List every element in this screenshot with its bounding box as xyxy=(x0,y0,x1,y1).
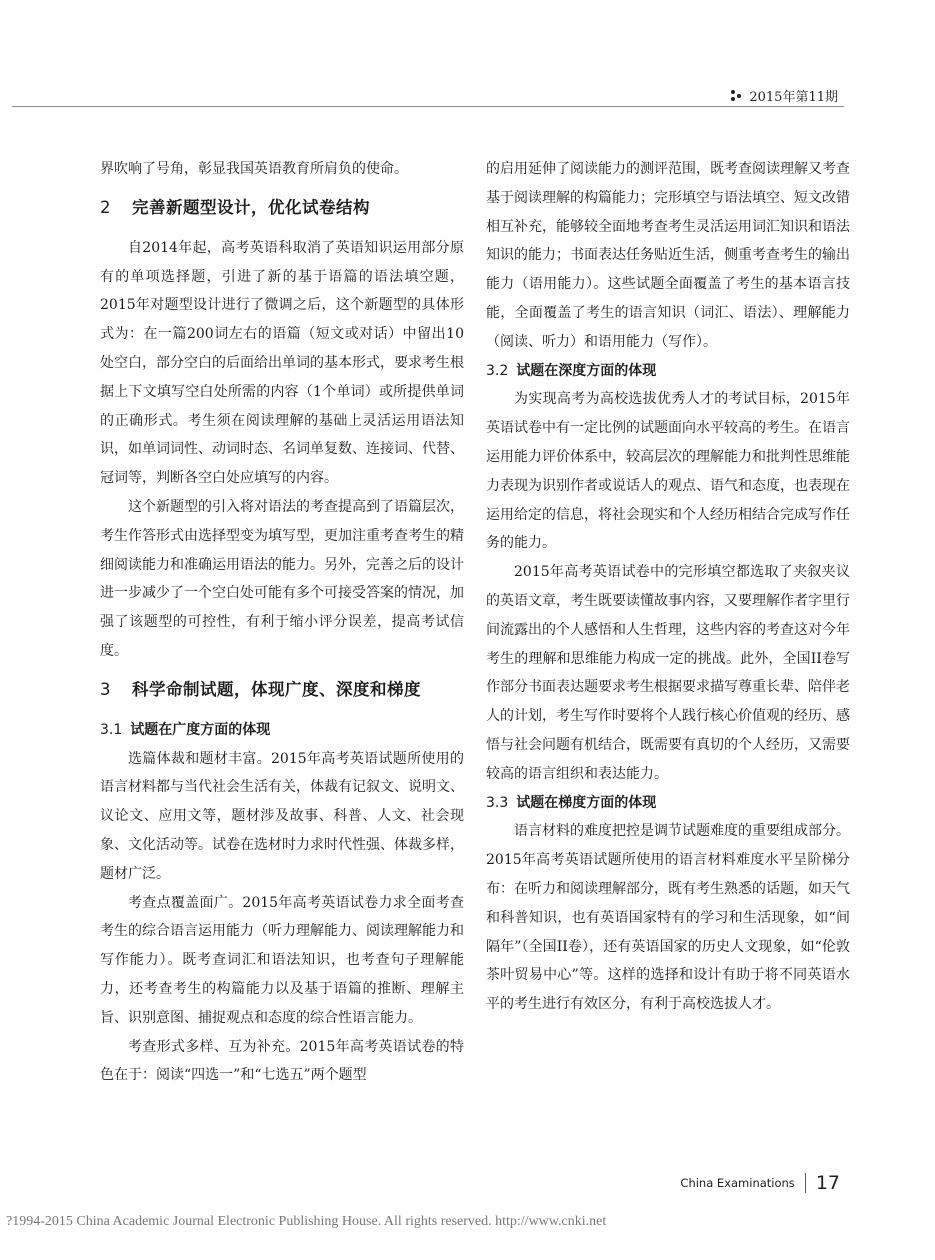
issue-text: 2015年第11期 xyxy=(749,90,838,105)
heading-number: 3 xyxy=(100,679,111,699)
heading-text: 试题在广度方面的体现 xyxy=(130,721,271,738)
page-number: 17 xyxy=(815,1172,840,1194)
section-heading xyxy=(100,674,464,706)
heading-number: 2 xyxy=(100,197,111,217)
journal-dots-icon xyxy=(731,90,743,102)
header-divider xyxy=(12,106,844,107)
heading-text: 科学命制试题，体现广度、深度和梯度 xyxy=(132,679,421,699)
paragraph: 界吹响了号角，彰显我国英语教育所肩负的使命。 xyxy=(100,161,408,177)
journal-name: China Examinations xyxy=(680,1176,795,1190)
subsection-heading xyxy=(486,789,850,818)
subsection-heading xyxy=(486,357,850,386)
heading-number: 3.1 xyxy=(100,721,123,738)
heading-number: 3.2 xyxy=(486,362,509,379)
heading-text: 完善新题型设计，优化试卷结构 xyxy=(132,197,370,217)
paragraph: 的启用延伸了阅读能力的测评范围，既考查阅读理解又考查基于阅读理解的构篇能力；完形填空与语法填空、短文改错相互补充，能够较全面地考查考生灵活运用词汇知识和语法知识的能力；书面表达任务贴近生活，侧重考查考生的输出能力（语用能力）。这些试题全面覆盖了考生的基本语言技能，全面覆盖了考生的语言知识（词汇、语法）、理解能力（阅读、听力）和语用能力（写作）。 xyxy=(486,161,850,350)
right-column xyxy=(486,155,850,1019)
section-heading xyxy=(100,192,464,224)
paragraph: 这个新题型的引入将对语法的考查提高到了语篇层次，考生作答形式由选择型变为填写型，更加注重考查考生的精细阅读能力和准确运用语法的能力。另外，完善之后的设计进一步减少了一个空白处可能有多个可接受答案的情况，加强了该题型的可控性，有利于缩小评分误差，提高考试信度。 xyxy=(100,498,464,659)
heading-text: 试题在深度方面的体现 xyxy=(516,362,657,379)
paragraph: 考查形式多样、互为补充。2015年高考英语试卷的特色在于：阅读“四选一”和“七选五”两个题型 xyxy=(100,1038,464,1084)
copyright-notice: ?1994-2015 China Academic Journal Electronic Publishing House. All rights reserved. http://www.cnki.net xyxy=(6,1214,607,1229)
paragraph: 选篇体裁和题材丰富。2015年高考英语试题所使用的语言材料都与当代社会生活有关，体裁有记叙文、说明文、议论文、应用文等，题材涉及故事、科普、人文、社会现象、文化活动等。试卷在选材时力求时代性强、体裁多样，题材广泛。 xyxy=(100,750,464,882)
paragraph: 考查点覆盖面广。2015年高考英语试卷力求全面考查考生的综合语言运用能力（听力理解能力、阅读理解能力和写作能力）。既考查词汇和语法知识，也考查句子理解能力，还考查考生的构篇能力以及基于语篇的推断、理解主旨、识别意图、捕捉观点和态度的综合性语言能力。 xyxy=(100,894,464,1026)
left-column xyxy=(100,155,464,1090)
subsection-heading xyxy=(100,716,464,745)
heading-text: 试题在梯度方面的体现 xyxy=(516,794,657,811)
heading-number: 3.3 xyxy=(486,794,509,811)
paragraph: 语言材料的难度把控是调节试题难度的重要组成部分。2015年高考英语试题所使用的语言材料难度水平呈阶梯分布：在听力和阅读理解部分，既有考生熟悉的话题，如天气和科普知识，也有英语国家特有的学习和生活现象，如“间隔年”（全国II卷），还有英语国家的历史人文现象，如“伦敦茶叶贸易中心”等。这样的选择和设计有助于将不同英语水平的考生进行有效区分，有利于高校选拔人才。 xyxy=(486,823,850,1013)
paragraph: 自2014年起，高考英语科取消了英语知识运用部分原有的单项选择题，引进了新的基于语篇的语法填空题，2015年对题型设计进行了微调之后，这个新题型的具体形式为：在一篇200词左右的语篇（短文或对话）中留出10处空白，部分空白的后面给出单词的基本形式，要求考生根据上下文填写空白处所需的内容（1个单词）或所提供单词的正确形式。考生须在阅读理解的基础上灵活运用语法知识，如单词词性、动词时态、名词单复数、连接词、代替、冠词等，判断各空白处应填写的内容。 xyxy=(100,239,464,487)
paragraph: 为实现高考为高校选拔优秀人才的考试目标，2015年英语试卷中有一定比例的试题面向水平较高的考生。在语言运用能力评价体系中，较高层次的理解能力和批判性思维能力表现为识别作者或说话人的观点、语气和态度，也表现在运用给定的信息，将社会现实和个人经历相结合完成写作任务的能力。 xyxy=(486,391,850,552)
issue-label xyxy=(731,86,838,105)
page-footer xyxy=(660,1172,840,1194)
paragraph: 2015年高考英语试卷中的完形填空都选取了夹叙夹议的英语文章，考生既要读懂故事内容，又要理解作者字里行间流露出的个人感悟和人生哲理，这些内容的考查这对今年考生的理解和思维能力构成一定的挑战。此外，全国II卷写作部分书面表达题要求考生根据要求描写尊重长辈、陪伴老人的计划，考生写作时要将个人践行核心价值观的经历、感悟与社会问题有机结合，既需要有真切的个人经历，又需要较高的语言组织和表达能力。 xyxy=(486,564,850,782)
